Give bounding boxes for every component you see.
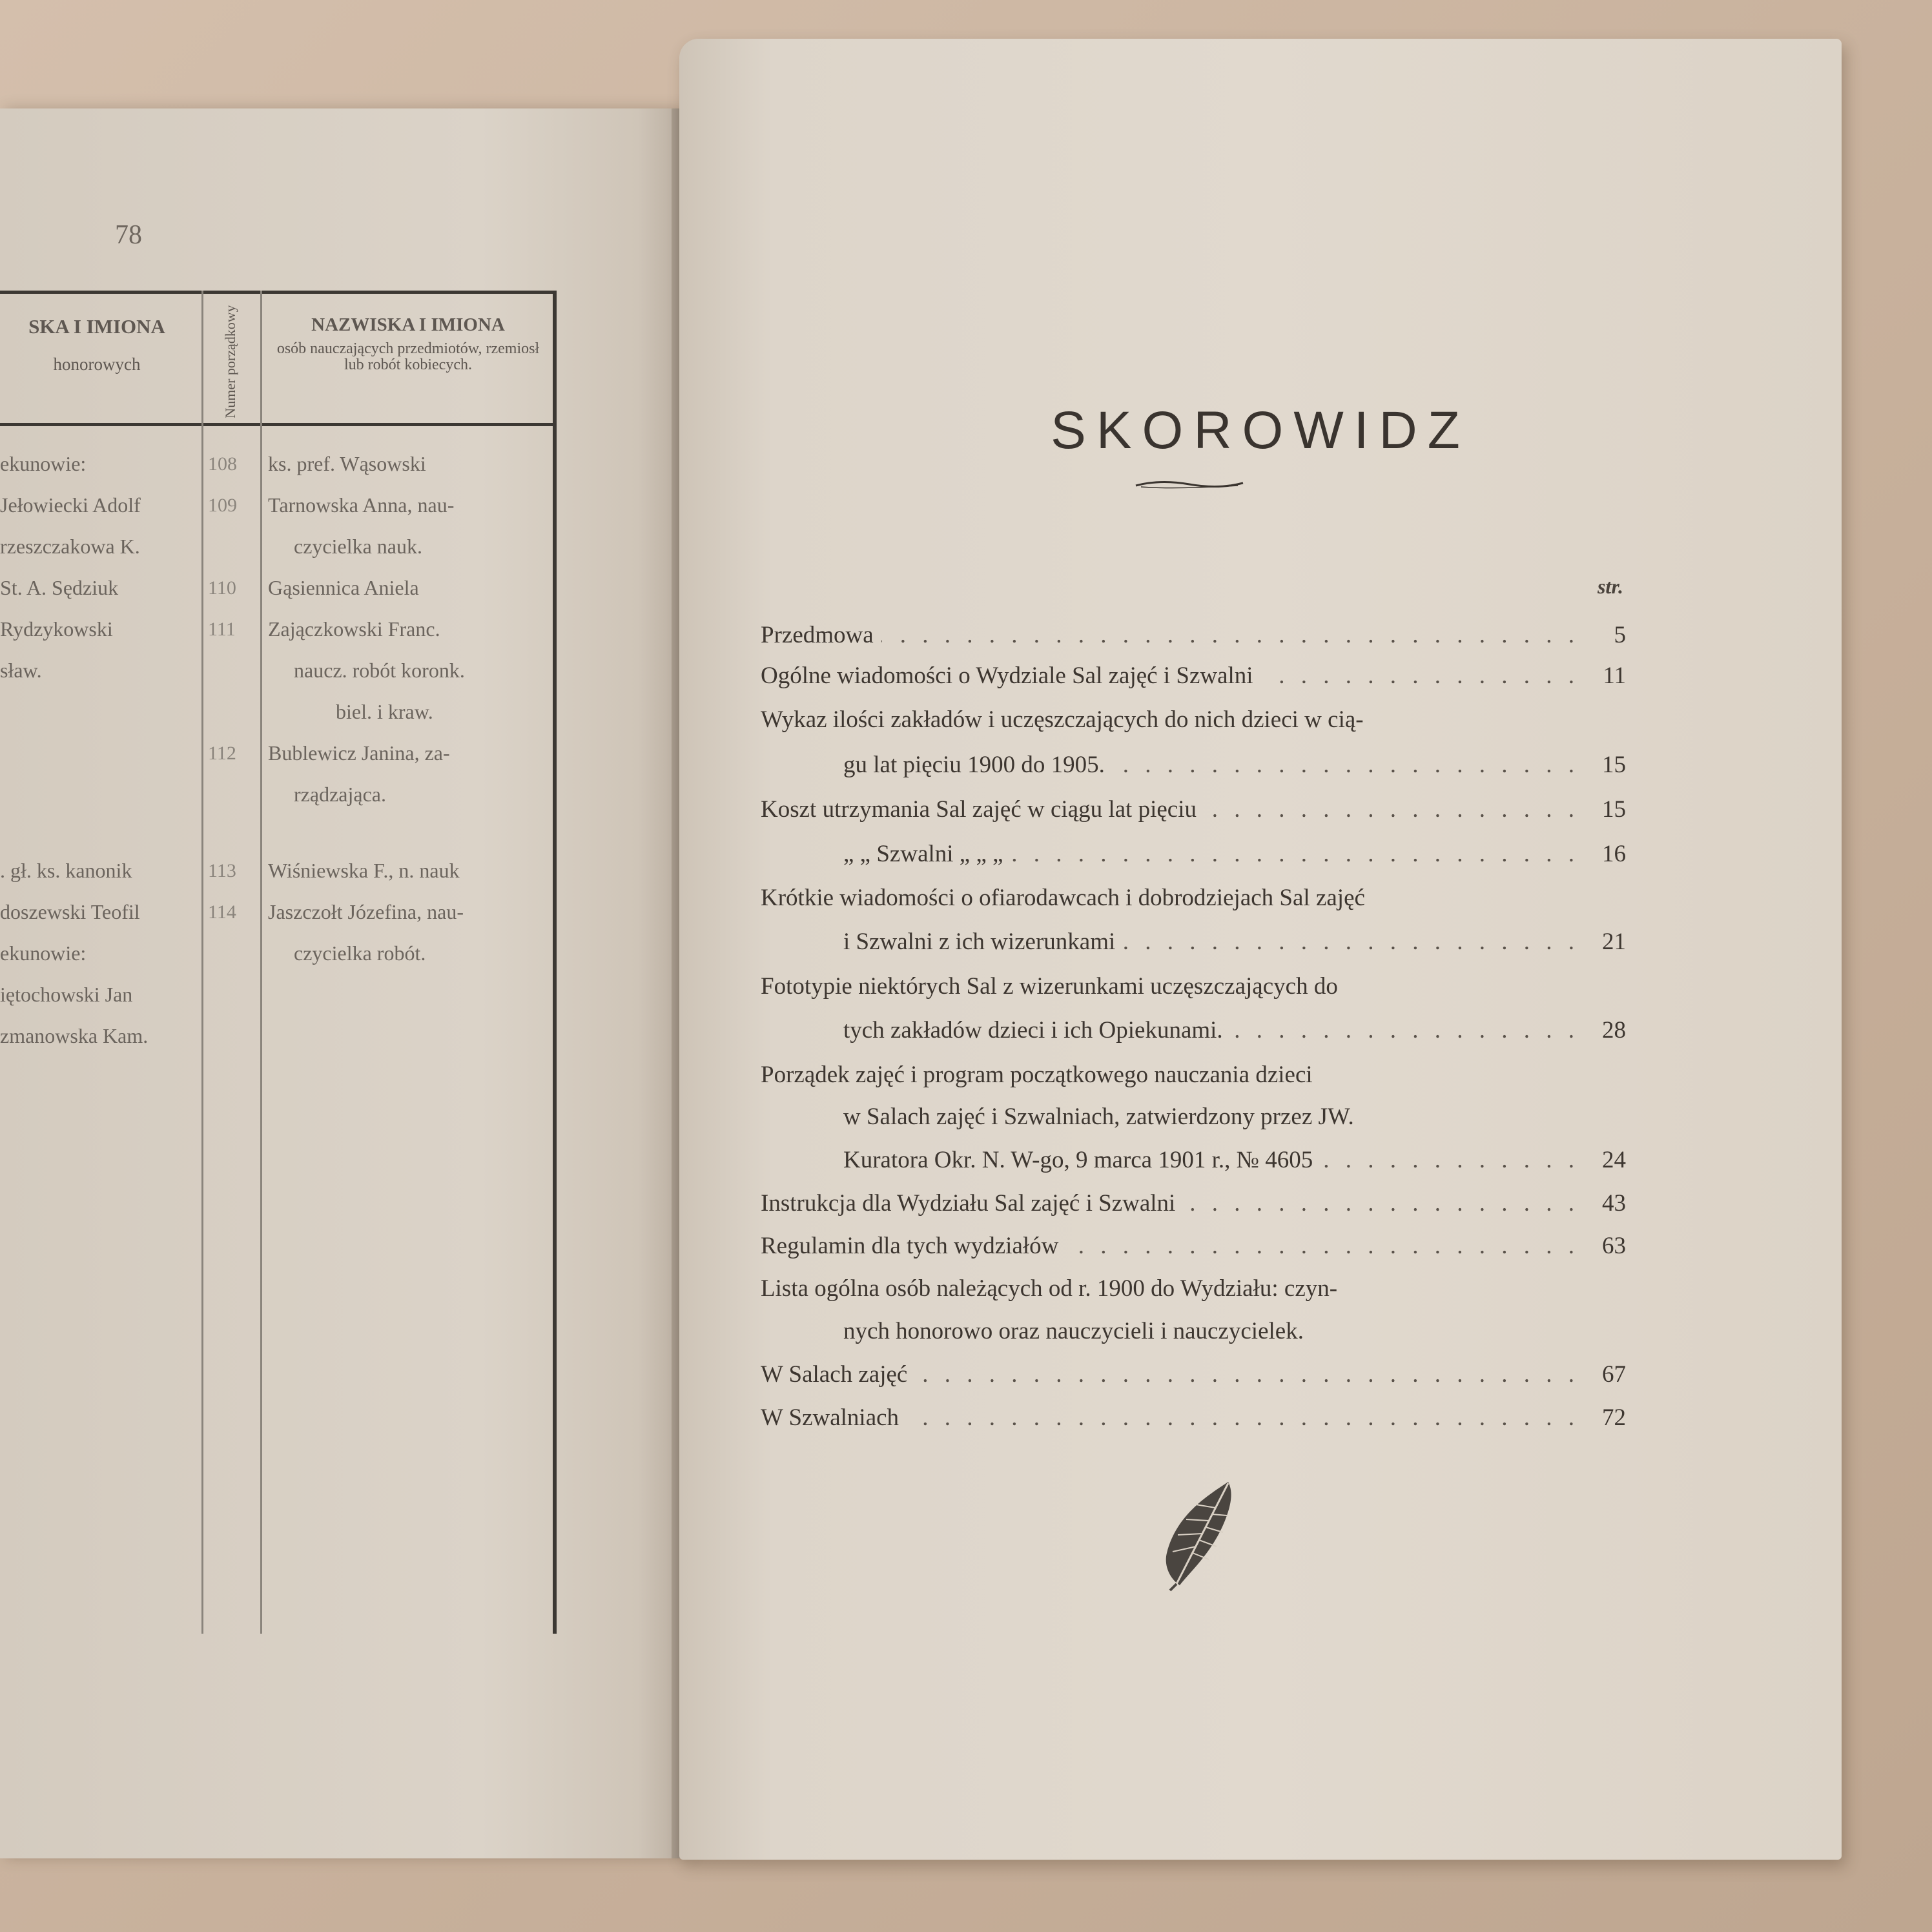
toc-entry-title: Kuratora Okr. N. W-go, 9 marca 1901 r., № 4605: [843, 1147, 1313, 1173]
list-item: doszewski Teofil: [0, 900, 140, 923]
toc-entry-title: „ „ Szwalni „ „ „: [843, 841, 1003, 867]
column-header-number: [208, 305, 253, 418]
toc-entry-page: 16: [1602, 841, 1626, 867]
toc-entry-title: gu lat pięciu 1900 do 1905.: [843, 752, 1105, 778]
toc-dot-leader: [1123, 930, 1579, 954]
list-item: iętochowski Jan: [0, 983, 133, 1006]
toc-entry-page: 63: [1602, 1233, 1626, 1259]
toc-entry-page: 72: [1602, 1404, 1626, 1431]
toc-entry-title: nych honorowo oraz nauczycieli i nauczycielek.: [843, 1318, 1304, 1344]
toc-entry-title: Lista ogólna osób należących od r. 1900 do Wydziału: czyn-: [761, 1275, 1338, 1302]
toc-dot-leader: [1066, 1234, 1579, 1258]
toc-dot-leader: [907, 1406, 1579, 1430]
list-item: zmanowska Kam.: [0, 1024, 149, 1047]
list-item: Rydzykowski: [0, 617, 113, 641]
list-item: biel. i kraw.: [336, 700, 433, 723]
column-header-teachers-sub: osób nauczających przedmiotów, rzemiosł lub robót kobiecych.: [276, 340, 540, 374]
toc-dot-leader: [1231, 1018, 1579, 1042]
list-item: rzeszczakowa K.: [0, 535, 140, 558]
list-item: rządzająca.: [294, 783, 386, 806]
toc-entry-title: Fototypie niektórych Sal z wizerunkami uczęszczających do: [761, 973, 1338, 1000]
toc-dot-leader: [1183, 1191, 1579, 1215]
column-header-names-sub: honorowych: [53, 355, 141, 374]
list-item: Bublewicz Janina, za-: [268, 741, 450, 765]
column-header-names: SKA I IMIONA: [28, 315, 165, 338]
toc-entry-page: 15: [1602, 796, 1626, 823]
row-number: 110: [208, 577, 236, 599]
column-rule: [201, 291, 203, 1634]
toc-dot-leader: [881, 623, 1579, 647]
page-column-label: str.: [1597, 575, 1623, 598]
title-ornament: [1135, 477, 1244, 491]
register-table: [0, 291, 557, 1634]
toc-entry-page: 11: [1603, 663, 1626, 689]
row-number: 111: [208, 619, 236, 640]
toc-entry-page: 5: [1614, 622, 1626, 648]
toc-entry-title: W Salach zajęć: [761, 1361, 908, 1388]
list-item: ekunowie:: [0, 452, 87, 475]
leaf-ornament-icon: [1151, 1475, 1241, 1592]
table-header-rule: [0, 423, 557, 426]
list-item: Jaszczołt Józefina, nau-: [268, 900, 464, 923]
row-number: 109: [208, 495, 237, 516]
toc-entry-title: Ogólne wiadomości o Wydziale Sal zajęć i Szwalni: [761, 663, 1253, 689]
toc-entry-title: Instrukcja dla Wydziału Sal zajęć i Szwalni: [761, 1190, 1176, 1217]
toc-entry-page: 67: [1602, 1361, 1626, 1388]
toc-entry-page: 15: [1602, 752, 1626, 778]
right-page: [679, 39, 1842, 1860]
toc-entry-title: Wykaz ilości zakładów i uczęszczających do nich dzieci w cią-: [761, 706, 1364, 733]
row-number: 112: [208, 743, 236, 764]
toc-entry-title: i Szwalni z ich wizerunkami: [843, 929, 1116, 955]
column-header-number-label: Numer porządkowy: [221, 305, 238, 418]
toc-entry-page: 43: [1602, 1190, 1626, 1217]
list-item: St. A. Sędziuk: [0, 576, 119, 599]
toc-dot-leader: [915, 1362, 1579, 1386]
left-page: [0, 108, 686, 1858]
list-item: naucz. robót koronk.: [294, 659, 465, 682]
toc-dot-leader: [1113, 753, 1579, 777]
column-rule: [260, 291, 262, 1634]
list-item: czycielka robót.: [294, 941, 426, 965]
list-item: Zajączkowski Franc.: [268, 617, 440, 641]
list-item: Gąsiennica Aniela: [268, 576, 419, 599]
table-right-rule: [553, 291, 557, 1634]
page-title: SKOROWIDZ: [1051, 401, 1470, 460]
list-item: . gł. ks. kanonik: [0, 859, 132, 882]
row-number: 114: [208, 901, 236, 923]
list-item: Wiśniewska F., n. nauk: [268, 859, 460, 882]
toc-entry-page: 24: [1602, 1147, 1626, 1173]
list-item: czycielka nauk.: [294, 535, 422, 558]
list-item: Jełowiecki Adolf: [0, 493, 141, 517]
toc-entry-title: Koszt utrzymania Sal zajęć w ciągu lat pięciu: [761, 796, 1197, 823]
toc-entry-page: 21: [1602, 929, 1626, 955]
row-number: 113: [208, 860, 236, 881]
page-number: 78: [115, 220, 142, 250]
list-item: ekunowie:: [0, 941, 87, 965]
toc-dot-leader: [1321, 1148, 1579, 1172]
toc-dot-leader: [1204, 797, 1579, 821]
toc-entry-title: Przedmowa: [761, 622, 874, 648]
toc-entry-title: W Szwalniach: [761, 1404, 899, 1431]
toc-entry-title: Porządek zajęć i program początkowego nauczania dzieci: [761, 1062, 1313, 1088]
toc-entry-title: Krótkie wiadomości o ofiarodawcach i dobrodziejach Sal zajęć: [761, 885, 1365, 911]
toc-dot-leader: [1261, 664, 1579, 688]
table-top-rule: [0, 291, 557, 294]
row-number: 108: [208, 453, 237, 475]
toc-entry-title: tych zakładów dzieci i ich Opiekunami.: [843, 1017, 1223, 1043]
toc-entry-page: 28: [1602, 1017, 1626, 1043]
toc-entry-title: Regulamin dla tych wydziałów: [761, 1233, 1059, 1259]
toc-dot-leader: [1011, 842, 1579, 866]
column-header-teachers: NAZWISKA I IMIONA: [311, 314, 505, 335]
toc-entry-title: w Salach zajęć i Szwalniach, zatwierdzony przez JW.: [843, 1104, 1354, 1130]
list-item: sław.: [0, 659, 42, 682]
list-item: Tarnowska Anna, nau-: [268, 493, 455, 517]
list-item: ks. pref. Wąsowski: [268, 452, 426, 475]
